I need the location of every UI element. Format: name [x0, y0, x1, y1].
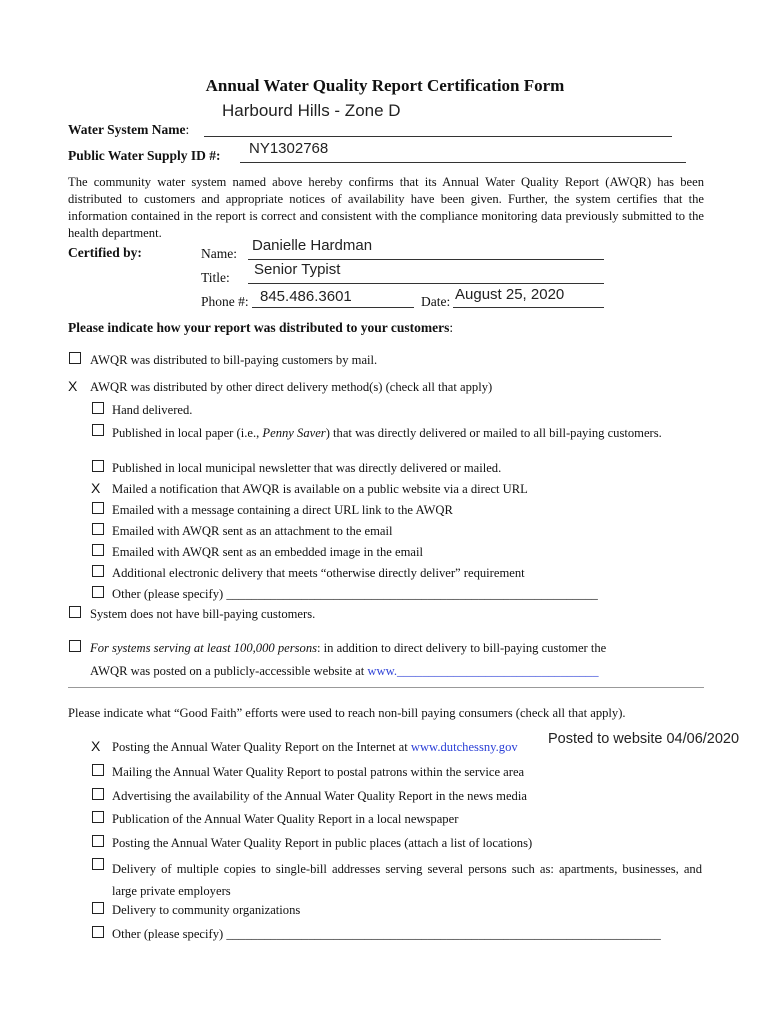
water-system-name-value[interactable]: Harbourd Hills - Zone D: [222, 101, 401, 120]
other-specify-option: Other (please specify) ___________________________________________________________: [112, 587, 598, 601]
other-direct-option: AWQR was distributed by other direct delivery method(s) (check all that apply): [90, 380, 493, 394]
title-value[interactable]: Senior Typist: [254, 261, 341, 278]
advertising-option: Advertising the availability of the Annual Water Quality Report in the news media: [112, 789, 527, 803]
email-attachment-option: Emailed with AWQR sent as an attachment to the email: [112, 524, 393, 538]
title-line[interactable]: [248, 283, 604, 284]
water-system-name-label: Water System Name:: [68, 122, 190, 137]
hand-delivered-option: Hand delivered.: [112, 403, 193, 417]
certification-paragraph: The community water system named above hereby confirms that its Annual Water Quality Report (AWQR) has been distributed to customers and appropriate notices of availability have been given. Further, the system certifies that the information contained in the report is correct and consistent with the compliance monitoring data previously submitted to the health department.: [68, 175, 704, 240]
other-direct-checkmark[interactable]: X: [68, 378, 78, 394]
mail-checkbox[interactable]: [69, 352, 81, 364]
mailing-option: Mailing the Annual Water Quality Report to postal patrons within the service area: [112, 765, 525, 779]
good-faith-heading: Please indicate what “Good Faith” efforts were used to reach non-bill paying consumers (check all that apply).: [68, 706, 626, 720]
website-link-field[interactable]: www.________________________________: [367, 664, 599, 678]
date-label: Date:: [421, 294, 451, 309]
community-orgs-option: Delivery to community organizations: [112, 903, 301, 917]
internet-posting-option: Posting the Annual Water Quality Report on the Internet at www.dutchessny.gov: [112, 740, 518, 754]
community-orgs-checkbox[interactable]: [92, 902, 104, 914]
date-line[interactable]: [453, 307, 604, 308]
local-paper-checkbox[interactable]: [92, 424, 104, 436]
good-faith-other-checkbox[interactable]: [92, 926, 104, 938]
pws-id-label: Public Water Supply ID #:: [68, 148, 221, 163]
posted-to-website-note[interactable]: Posted to website 04/06/2020: [548, 731, 740, 747]
distribution-heading: Please indicate how your report was distributed to your customers:: [68, 320, 454, 335]
phone-line[interactable]: [252, 307, 414, 308]
publication-option: Publication of the Annual Water Quality Report in a local newspaper: [112, 812, 459, 826]
name-line[interactable]: [248, 259, 604, 260]
multiple-copies-option: Delivery of multiple copies to single-bill addresses serving several persons such as: apartments, businesses, and large private employers: [112, 862, 702, 898]
date-value[interactable]: August 25, 2020: [455, 286, 565, 303]
certified-by-label: Certified by:: [68, 245, 142, 260]
title-label: Title:: [201, 270, 230, 285]
multiple-copies-checkbox[interactable]: [92, 858, 104, 870]
dutchessny-link[interactable]: www.dutchessny.gov: [410, 740, 518, 754]
phone-value[interactable]: 845.486.3601: [260, 288, 352, 305]
other-specify-checkbox[interactable]: [92, 586, 104, 598]
water-system-name-line[interactable]: [204, 136, 672, 137]
email-embedded-option: Emailed with AWQR sent as an embedded image in the email: [112, 545, 423, 559]
email-embedded-checkbox[interactable]: [92, 544, 104, 556]
mail-option: AWQR was distributed to bill-paying customers by mail.: [90, 353, 378, 367]
email-url-option: Emailed with a message containing a direct URL link to the AWQR: [112, 503, 453, 517]
large-system-option: For systems serving at least 100,000 persons: in addition to direct delivery to bill-paying customer the: [90, 641, 607, 655]
email-attachment-checkbox[interactable]: [92, 523, 104, 535]
public-places-checkbox[interactable]: [92, 835, 104, 847]
email-url-checkbox[interactable]: [92, 502, 104, 514]
electronic-delivery-checkbox[interactable]: [92, 565, 104, 577]
phone-label: Phone #:: [201, 294, 249, 309]
form-title: Annual Water Quality Report Certification Form: [205, 76, 565, 95]
name-value[interactable]: Danielle Hardman: [252, 237, 373, 254]
no-bill-paying-option: System does not have bill-paying customers.: [90, 607, 316, 621]
section-divider: [68, 687, 704, 688]
mailed-notification-option: Mailed a notification that AWQR is available on a public website via a direct URL: [112, 482, 528, 496]
local-paper-option: Published in local paper (i.e., Penny Saver) that was directly delivered or mailed to all bill-paying customers.: [112, 426, 662, 440]
mailing-checkbox[interactable]: [92, 764, 104, 776]
newsletter-option: Published in local municipal newsletter that was directly delivered or mailed.: [112, 461, 502, 475]
internet-posting-checkmark[interactable]: X: [91, 738, 101, 754]
public-places-option: Posting the Annual Water Quality Report in public places (attach a list of locations): [112, 836, 533, 850]
pws-id-value[interactable]: NY1302768: [249, 140, 329, 157]
name-label: Name:: [201, 246, 237, 261]
mailed-notification-checkmark[interactable]: X: [91, 480, 101, 496]
good-faith-other-option: Other (please specify) _____________________________________________________________________: [112, 927, 661, 941]
publication-checkbox[interactable]: [92, 811, 104, 823]
hand-delivered-checkbox[interactable]: [92, 402, 104, 414]
advertising-checkbox[interactable]: [92, 788, 104, 800]
no-bill-paying-checkbox[interactable]: [69, 606, 81, 618]
pws-id-line[interactable]: [240, 162, 686, 163]
large-system-checkbox[interactable]: [69, 640, 81, 652]
electronic-delivery-option: Additional electronic delivery that meets “otherwise directly deliver” requirement: [112, 566, 525, 580]
large-system-website-line: AWQR was posted on a publicly-accessible website at www.________________________________: [90, 664, 599, 678]
newsletter-checkbox[interactable]: [92, 460, 104, 472]
